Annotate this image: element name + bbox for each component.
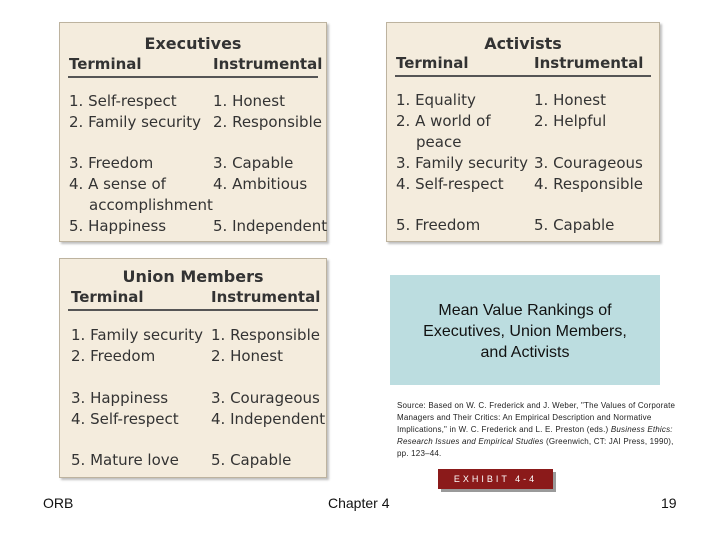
executives-terminal-item: 4. A sense of xyxy=(69,175,166,193)
activists-instrumental-item: 2. Helpful xyxy=(534,112,607,130)
executives-instrumental-item: 3. Capable xyxy=(213,154,294,172)
union-members-terminal-item: 3. Happiness xyxy=(71,389,169,407)
activists-terminal-item: 3. Family security xyxy=(396,154,529,172)
figure-caption-box xyxy=(390,275,660,385)
activists-instrumental-item: 1. Honest xyxy=(534,91,606,109)
exhibit-label: EXHIBIT 4-4 xyxy=(438,469,553,489)
source-citation xyxy=(397,400,687,460)
activists-title: Activists xyxy=(484,34,562,53)
executives-card xyxy=(59,22,327,242)
source-citation-book: Business Ethics: Research Issues and Empirical Studies xyxy=(397,425,673,446)
source-citation-prefix: Source: Based on W. C. Frederick and J. Weber, "The Values of Corporate Managers and Their Critics: An Empirical Description and Normative Implications," in W. C. Frederick and L. E. Preston (eds.) xyxy=(397,401,676,434)
union-members-instrumental-item: 1. Responsible xyxy=(211,326,320,344)
union-members-terminal-item: 2. Freedom xyxy=(71,347,156,365)
executives-instrumental-header: Instrumental xyxy=(213,55,323,73)
union-members-terminal-item: 1. Family security xyxy=(71,326,204,344)
executives-terminal-item: 3. Freedom xyxy=(69,154,154,172)
activists-instrumental-header: Instrumental xyxy=(534,54,644,72)
activists-instrumental-item: 5. Capable xyxy=(534,216,615,234)
executives-terminal-item: accomplishment xyxy=(89,196,213,214)
executives-terminal-item: 1. Self-respect xyxy=(69,92,177,110)
union-members-instrumental-item: 2. Honest xyxy=(211,347,283,365)
union-members-terminal-header: Terminal xyxy=(71,288,144,306)
union-members-header-rule xyxy=(68,309,318,311)
executives-instrumental-item: 4. Ambitious xyxy=(213,175,308,193)
executives-terminal-header: Terminal xyxy=(69,55,142,73)
activists-instrumental-item: 4. Responsible xyxy=(534,175,643,193)
executives-header-rule xyxy=(68,76,318,78)
source-citation-suffix: (Greenwich, CT: JAI Press, 1990), pp. 123–44. xyxy=(397,437,674,458)
activists-terminal-item: 1. Equality xyxy=(396,91,476,109)
union-members-terminal-item: 5. Mature love xyxy=(71,451,179,469)
activists-terminal-item: 4. Self-respect xyxy=(396,175,504,193)
union-members-title: Union Members xyxy=(122,267,264,286)
activists-terminal-item: peace xyxy=(416,133,462,151)
union-members-instrumental-item: 4. Independent xyxy=(211,410,326,428)
activists-terminal-item: 5. Freedom xyxy=(396,216,481,234)
executives-instrumental-item: 1. Honest xyxy=(213,92,285,110)
figure-caption-line: Executives, Union Members, xyxy=(423,323,627,340)
footer-chapter: Chapter 4 xyxy=(328,495,390,511)
executives-terminal-item: 2. Family security xyxy=(69,113,202,131)
activists-header-rule xyxy=(395,75,651,77)
footer-left-text: ORB xyxy=(43,495,74,511)
activists-terminal-header: Terminal xyxy=(396,54,469,72)
union-members-instrumental-item: 5. Capable xyxy=(211,451,292,469)
figure-caption xyxy=(390,300,660,363)
executives-terminal-item: 5. Happiness xyxy=(69,217,167,235)
figure-caption-line: Mean Value Rankings of xyxy=(438,302,612,319)
union-members-terminal-item: 4. Self-respect xyxy=(71,410,179,428)
union-members-card xyxy=(59,258,327,478)
activists-card xyxy=(386,22,660,242)
union-members-instrumental-item: 3. Courageous xyxy=(211,389,320,407)
executives-instrumental-item: 2. Responsible xyxy=(213,113,322,131)
footer-page-number: 19 xyxy=(661,495,677,511)
union-members-instrumental-header: Instrumental xyxy=(211,288,321,306)
figure-caption-line: and Activists xyxy=(480,344,570,361)
executives-instrumental-item: 5. Independent xyxy=(213,217,328,235)
executives-title: Executives xyxy=(144,34,242,53)
activists-instrumental-item: 3. Courageous xyxy=(534,154,643,172)
activists-terminal-item: 2. A world of xyxy=(396,112,491,130)
